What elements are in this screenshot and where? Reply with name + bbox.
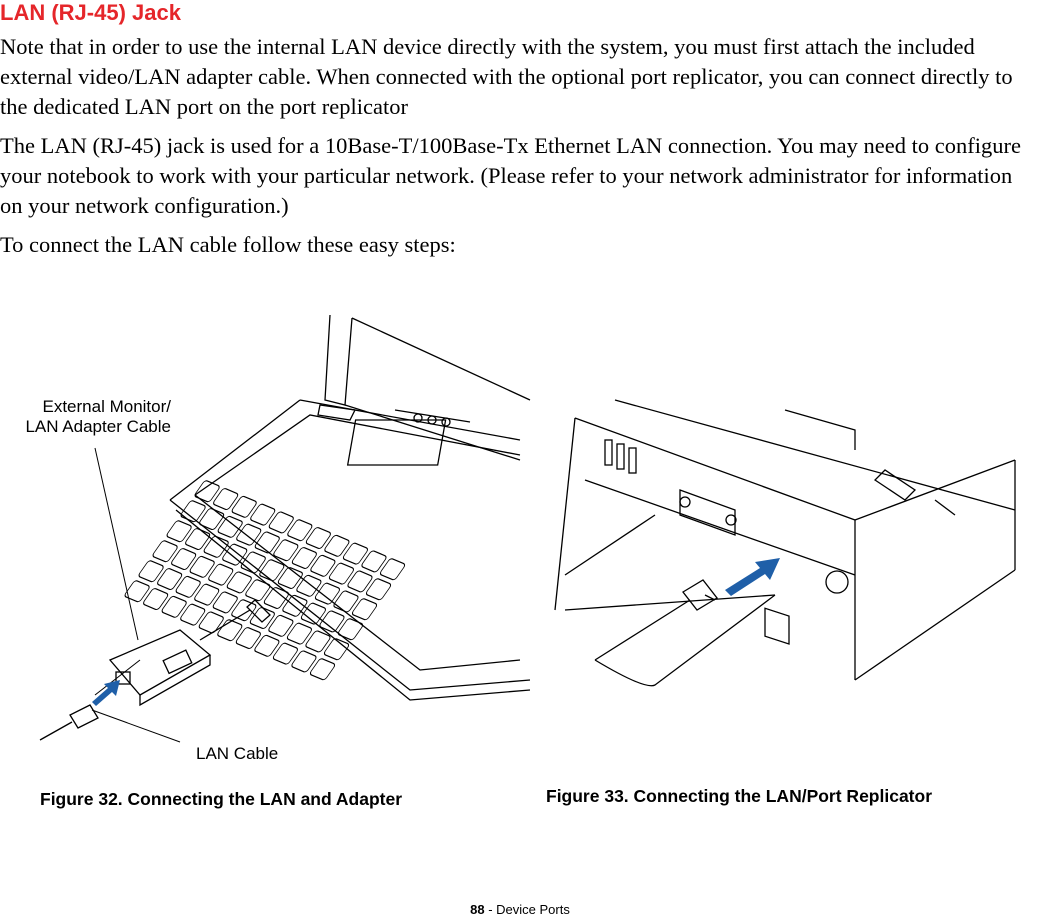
page-footer [0,902,1040,917]
paragraph-lan-jack: The LAN (RJ-45) jack is used for a 10Base-T/100Base-Tx Ethernet LAN connection. You may need to configure your notebook to work with your particular network. (Please refer to your network administrator for information on your network configuration.) [0,133,1021,218]
keyboard-keys [124,480,406,680]
section-heading: LAN (RJ-45) Jack [0,0,181,25]
figure-33-caption: Figure 33. Connecting the LAN/Port Replicator [546,786,933,806]
callout-adapter-cable [0,397,171,437]
figure-32-illustration [0,310,530,750]
insert-arrow-adapter [92,680,120,706]
figure-33-illustration [555,400,1035,720]
callout-line-adapter [95,448,138,640]
callout-adapter-line1: External Monitor/ [42,397,171,416]
insert-arrow-replicator [725,558,780,596]
footer-section: - Device Ports [484,902,570,917]
paragraph-steps-intro: To connect the LAN cable follow these easy steps: [0,232,456,257]
page-number: 88 [470,902,485,917]
figure-32-caption: Figure 32. Connecting the LAN and Adapter [40,789,403,809]
callout-line-cable [92,710,180,742]
callout-adapter-line2: LAN Adapter Cable [25,417,171,436]
paragraph-adapter-note: Note that in order to use the internal LAN device directly with the system, you must first attach the included external video/LAN adapter cable. When connected with the optional port replicator, you can connect directly to the dedicated LAN port on the port replicator [0,34,1013,119]
callout-lan-cable: LAN Cable [196,744,279,763]
